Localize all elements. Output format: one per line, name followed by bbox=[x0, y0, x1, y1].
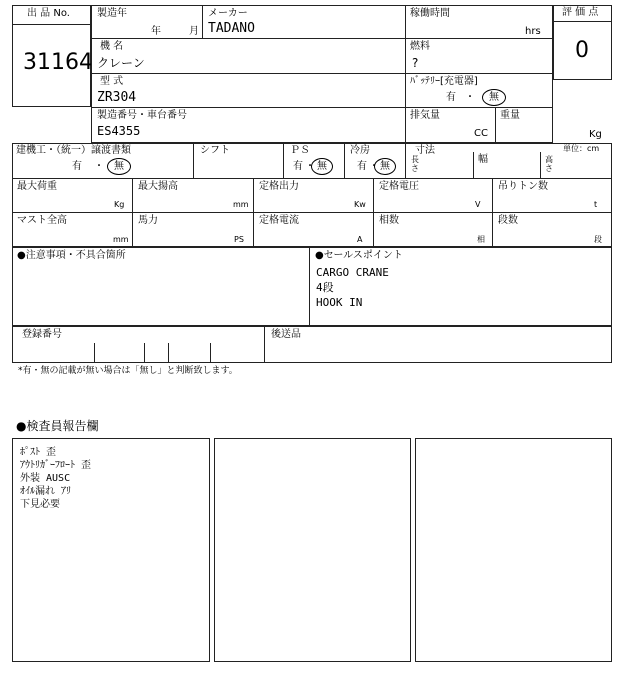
ton-count-unit: t bbox=[594, 200, 598, 209]
month-unit: 月 bbox=[189, 26, 199, 37]
rated-voltage-unit: V bbox=[475, 200, 481, 209]
battery-label: ﾊﾞｯﾃﾘｰ[充電器] bbox=[410, 76, 478, 87]
inspector-line: 外装 AUSC bbox=[20, 473, 71, 484]
ps-no: 無 bbox=[317, 161, 327, 172]
model-name-label: 機 名 bbox=[100, 41, 124, 52]
lot-number-label: 出 品 No. bbox=[27, 8, 70, 19]
inspector-report-text bbox=[20, 446, 91, 511]
rated-output-unit: Kw bbox=[354, 200, 366, 209]
rated-output-label: 定格出力 bbox=[259, 181, 299, 192]
dims-label: 寸法 bbox=[415, 145, 435, 156]
rated-current-unit: A bbox=[357, 235, 363, 244]
fuel-label: 燃料 bbox=[410, 41, 430, 52]
phase-label: 相数 bbox=[379, 215, 399, 226]
max-load-unit: Kg bbox=[114, 200, 125, 209]
battery-yes: 有 bbox=[446, 92, 456, 103]
sales-line-2: 4段 bbox=[316, 281, 334, 294]
rated-voltage-label: 定格電圧 bbox=[379, 181, 419, 192]
ps-label: ＰＳ bbox=[290, 145, 310, 156]
rated-current-label: 定格電流 bbox=[259, 215, 299, 226]
mast-height-label: マスト全高 bbox=[17, 215, 67, 226]
inspector-line: 下見必要 bbox=[20, 499, 60, 510]
max-lift-unit: mm bbox=[233, 200, 249, 209]
sales-label: ●セールスポイント bbox=[315, 250, 403, 261]
transfer-cert-yes: 有 bbox=[72, 161, 82, 172]
year-label: 製造年 bbox=[97, 8, 127, 19]
spec-grid bbox=[12, 143, 612, 247]
model-type-label: 型 式 bbox=[100, 76, 124, 87]
registration-section bbox=[12, 326, 612, 363]
serial-value: ES4355 bbox=[97, 124, 141, 138]
displacement-label: 排気量 bbox=[410, 110, 440, 121]
ac-dot: ・ bbox=[369, 161, 379, 172]
stages-unit: 段 bbox=[594, 235, 602, 244]
weight-unit: Kg bbox=[589, 129, 602, 140]
dims-height: 高 さ bbox=[545, 155, 553, 173]
serial-label: 製造番号・車台番号 bbox=[97, 110, 187, 121]
ac-yes: 有 bbox=[357, 161, 367, 172]
inspector-label: ●検査員報告欄 bbox=[16, 419, 99, 433]
transfer-cert-no: 無 bbox=[114, 161, 124, 172]
footnote: *有・無の記載が無い場合は「無し」と判断致します。 bbox=[18, 366, 238, 376]
maker-value: TADANO bbox=[208, 21, 255, 36]
max-lift-label: 最大揚高 bbox=[138, 181, 178, 192]
sales-line-3: HOOK IN bbox=[316, 296, 363, 309]
registration-label: 登録番号 bbox=[22, 329, 62, 340]
dims-width: 幅 bbox=[478, 154, 488, 165]
year-unit: 年 bbox=[151, 26, 161, 37]
hours-label: 稼働時間 bbox=[410, 8, 450, 19]
dims-unit-note: 単位：cm bbox=[563, 144, 600, 153]
sales-line-1: CARGO CRANE bbox=[316, 266, 389, 279]
notes-label: ●注意事項・不具合箇所 bbox=[17, 250, 126, 261]
battery-no: 無 bbox=[489, 92, 499, 103]
displacement-unit: CC bbox=[474, 128, 488, 139]
post-send-label: 後送品 bbox=[271, 329, 301, 340]
transfer-cert-dot: ・ bbox=[94, 161, 104, 172]
weight-label: 重量 bbox=[500, 110, 520, 121]
stages-label: 段数 bbox=[498, 215, 518, 226]
inspector-line: ｵｲﾙ漏れ ｱﾘ bbox=[20, 486, 72, 497]
model-type-value: ZR304 bbox=[97, 90, 137, 105]
mast-height-unit: mm bbox=[113, 235, 129, 244]
inspector-line: ﾎﾟｽﾄ 歪 bbox=[20, 447, 57, 458]
ps-dot: ・ bbox=[305, 161, 315, 172]
inspector-line: ｱｳﾄﾘｶﾞｰﾌﾛｰﾄ 歪 bbox=[20, 460, 92, 471]
maker-label: メーカー bbox=[208, 8, 248, 19]
fuel-value: ? bbox=[412, 56, 419, 70]
grade-label: 評 価 点 bbox=[562, 7, 599, 18]
horsepower-label: 馬力 bbox=[138, 215, 158, 226]
hours-unit: hrs bbox=[525, 26, 541, 37]
shift-label: シフト bbox=[200, 145, 230, 156]
dims-length: 長 さ bbox=[411, 155, 419, 173]
horsepower-unit: PS bbox=[234, 235, 244, 244]
ac-no: 無 bbox=[380, 161, 390, 172]
max-load-label: 最大荷重 bbox=[17, 181, 57, 192]
phase-unit: 相 bbox=[477, 235, 485, 244]
ps-yes: 有 bbox=[293, 161, 303, 172]
grade-value: 0 bbox=[575, 38, 589, 63]
inspector-box-3 bbox=[415, 438, 612, 662]
model-name-value: クレーン bbox=[97, 56, 145, 70]
battery-dot: ・ bbox=[465, 92, 475, 103]
ac-label: 冷房 bbox=[350, 145, 370, 156]
transfer-cert-label: 建機工・（統一）譲渡書類 bbox=[16, 145, 131, 156]
inspector-box-2 bbox=[214, 438, 411, 662]
lot-number-value: 31164 bbox=[23, 50, 93, 75]
ton-count-label: 吊りトン数 bbox=[498, 181, 548, 192]
